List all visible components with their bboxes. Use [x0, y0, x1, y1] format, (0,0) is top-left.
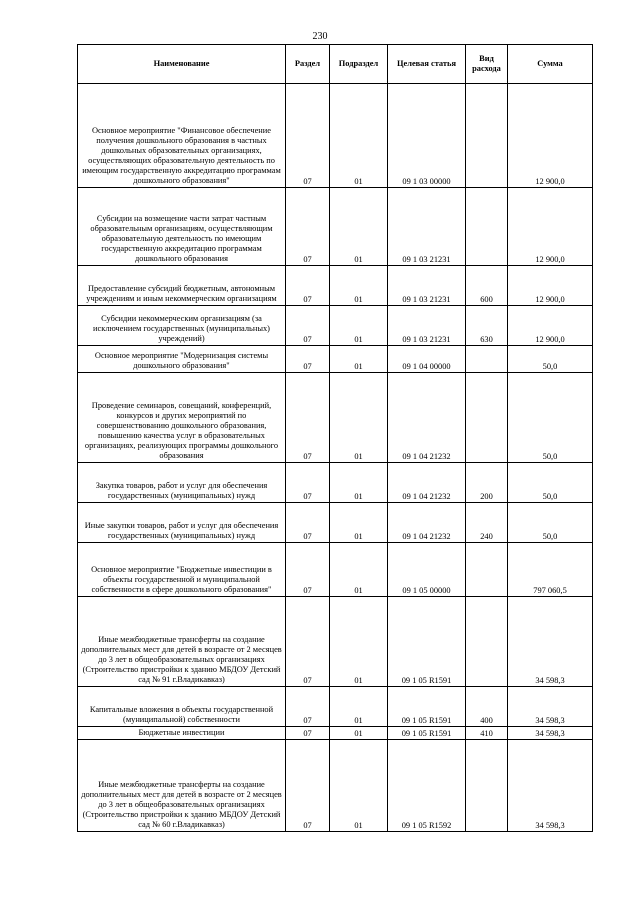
row-type — [466, 597, 508, 687]
row-section: 07 — [286, 346, 330, 373]
row-type — [466, 84, 508, 188]
row-type — [466, 346, 508, 373]
row-target: 09 1 04 21232 — [388, 373, 466, 463]
row-target: 09 1 05 R1591 — [388, 597, 466, 687]
row-sum: 34 598,3 — [508, 597, 593, 687]
row-section: 07 — [286, 84, 330, 188]
row-name: Иные межбюджетные трансферты на создание дополнительных мест для детей в возрасте от 2 месяцев до 3 лет в общеобразовательных организациях (Строительство пристройки к зданию МБДОУ Детский сад № 91 г.Владикавказ) — [81, 635, 282, 684]
header-type: Вид расхода — [466, 45, 508, 84]
header-subsection: Подраздел — [330, 45, 388, 84]
row-type: 630 — [466, 306, 508, 346]
row-type — [466, 543, 508, 597]
row-name: Иные межбюджетные трансферты на создание дополнительных мест для детей в возрасте от 2 месяцев до 3 лет в общеобразовательных организациях (Строительство пристройки к зданию МБДОУ Детский сад № 60 г.Владикавказ) — [81, 780, 282, 829]
row-target: 09 1 05 00000 — [388, 543, 466, 597]
row-section: 07 — [286, 503, 330, 543]
header-sum: Сумма — [508, 45, 593, 84]
row-section: 07 — [286, 373, 330, 463]
table-row — [78, 597, 593, 687]
row-name: Основное мероприятие "Бюджетные инвестиции в объекты государственной и муниципальной собственности в сфере дошкольного образования" — [91, 565, 272, 594]
row-section: 07 — [286, 740, 330, 832]
row-sum: 12 900,0 — [508, 306, 593, 346]
row-section: 07 — [286, 463, 330, 503]
row-type: 400 — [466, 687, 508, 727]
row-subsection: 01 — [330, 84, 388, 188]
row-sum: 50,0 — [508, 346, 593, 373]
row-section: 07 — [286, 597, 330, 687]
row-type: 600 — [466, 266, 508, 306]
row-type: 240 — [466, 503, 508, 543]
row-subsection: 01 — [330, 597, 388, 687]
table-row — [78, 740, 593, 832]
row-target: 09 1 03 21231 — [388, 266, 466, 306]
row-subsection: 01 — [330, 727, 388, 740]
table-row — [78, 266, 593, 306]
row-target: 09 1 04 21232 — [388, 463, 466, 503]
row-name: Закупка товаров, работ и услуг для обеспечения государственных (муниципальных) нужд — [95, 481, 268, 500]
row-name: Иные закупки товаров, работ и услуг для обеспечения государственных (муниципальных) нужд — [84, 521, 279, 540]
header-section: Раздел — [286, 45, 330, 84]
row-target: 09 1 04 21232 — [388, 503, 466, 543]
table-row — [78, 306, 593, 346]
row-target: 09 1 04 00000 — [388, 346, 466, 373]
row-target: 09 1 03 21231 — [388, 188, 466, 266]
row-subsection: 01 — [330, 503, 388, 543]
table-row — [78, 687, 593, 727]
row-type — [466, 373, 508, 463]
row-sum: 12 900,0 — [508, 266, 593, 306]
row-subsection: 01 — [330, 346, 388, 373]
row-sum: 12 900,0 — [508, 188, 593, 266]
row-subsection: 01 — [330, 543, 388, 597]
row-subsection: 01 — [330, 373, 388, 463]
row-type: 200 — [466, 463, 508, 503]
row-target: 09 1 05 R1592 — [388, 740, 466, 832]
row-type — [466, 740, 508, 832]
table-header-row — [78, 45, 593, 84]
row-name: Основное мероприятие "Модернизация системы дошкольного образования" — [94, 351, 269, 370]
table-row — [78, 727, 593, 740]
row-sum: 34 598,3 — [508, 740, 593, 832]
table-row — [78, 346, 593, 373]
row-target: 09 1 05 R1591 — [388, 687, 466, 727]
row-target: 09 1 03 00000 — [388, 84, 466, 188]
table-row — [78, 543, 593, 597]
row-sum: 50,0 — [508, 503, 593, 543]
header-name: Наименование — [78, 45, 286, 84]
row-sum: 34 598,3 — [508, 687, 593, 727]
row-section: 07 — [286, 727, 330, 740]
budget-table — [77, 44, 593, 832]
row-name: Бюджетные инвестиции — [138, 728, 225, 737]
row-sum: 50,0 — [508, 463, 593, 503]
table-row — [78, 84, 593, 188]
table-row — [78, 463, 593, 503]
row-subsection: 01 — [330, 188, 388, 266]
row-name: Субсидии некоммерческим организациям (за исключением государственных (муниципальных) учреждений) — [93, 314, 270, 343]
row-name: Предоставление субсидий бюджетным, автономным учреждениям и иным некоммерческим организациям — [86, 284, 277, 303]
row-sum: 50,0 — [508, 373, 593, 463]
row-sum: 797 060,5 — [508, 543, 593, 597]
row-section: 07 — [286, 543, 330, 597]
row-target: 09 1 05 R1591 — [388, 727, 466, 740]
row-name: Капитальные вложения в объекты государственной (муниципальной) собственности — [89, 705, 274, 724]
table-row — [78, 188, 593, 266]
row-target: 09 1 03 21231 — [388, 306, 466, 346]
table-row — [78, 373, 593, 463]
row-subsection: 01 — [330, 463, 388, 503]
row-sum: 12 900,0 — [508, 84, 593, 188]
row-type: 410 — [466, 727, 508, 740]
row-name: Проведение семинаров, совещаний, конференций, конкурсов и других мероприятий по совершенствованию дошкольного образования, повышению качества услуг в образовательных организациях, реализующих программы дошкольного образования — [84, 401, 279, 460]
row-name: Основное мероприятие "Финансовое обеспечение получения дошкольного образования в частных дошкольных образовательных организациях, осуществляющих образовательную деятельность по имеющим государственную аккредитацию программам дошкольного образования" — [82, 126, 281, 185]
row-subsection: 01 — [330, 687, 388, 727]
row-sum: 34 598,3 — [508, 727, 593, 740]
row-type — [466, 188, 508, 266]
row-section: 07 — [286, 188, 330, 266]
row-subsection: 01 — [330, 306, 388, 346]
header-target: Целевая статья — [388, 45, 466, 84]
row-section: 07 — [286, 266, 330, 306]
row-name: Субсидии на возмещение части затрат частным образовательным организациям, осуществляющим образовательную деятельность по имеющим государственную аккредитацию программам дошкольного образования — [90, 214, 273, 263]
page-number: 230 — [312, 31, 328, 42]
table-row — [78, 503, 593, 543]
row-subsection: 01 — [330, 740, 388, 832]
row-section: 07 — [286, 306, 330, 346]
row-section: 07 — [286, 687, 330, 727]
row-subsection: 01 — [330, 266, 388, 306]
